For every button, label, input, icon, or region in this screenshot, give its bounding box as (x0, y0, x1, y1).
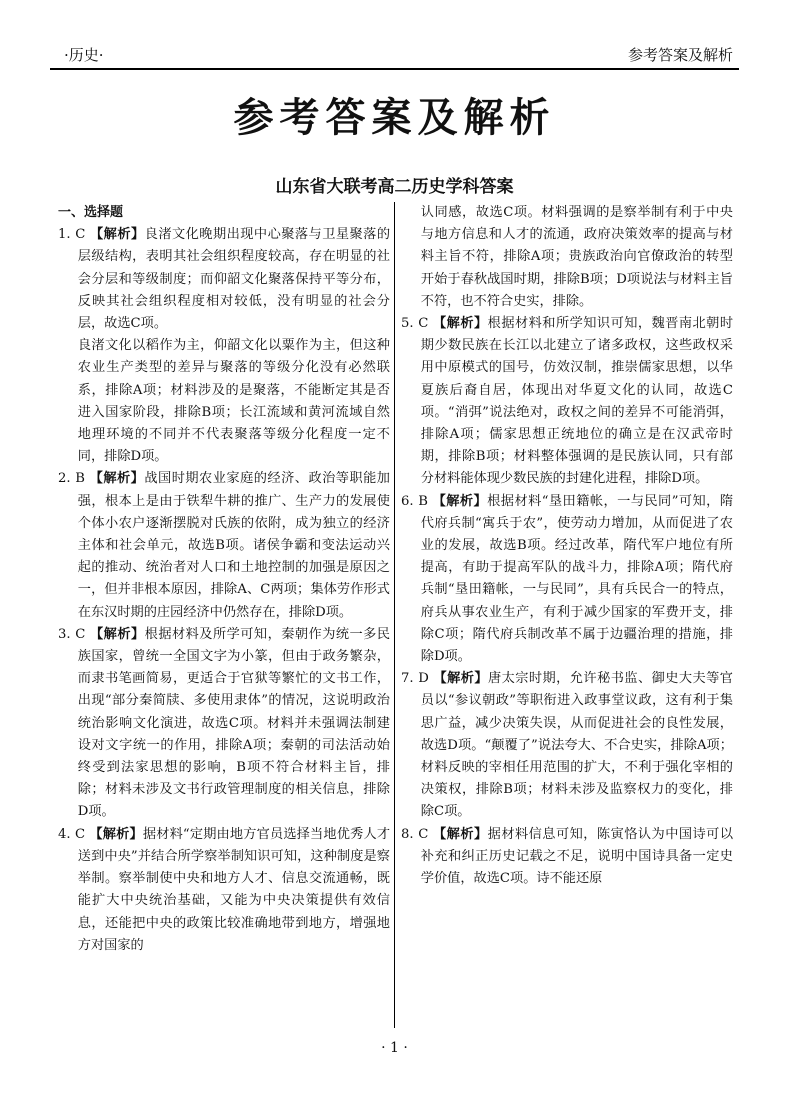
answer-number: 2. B (58, 471, 85, 487)
analysis-tag: 【解析】 (432, 493, 488, 509)
page-title: 参考答案及解析 (233, 95, 556, 141)
answer-item-5 (401, 313, 733, 491)
answer-item-4 (58, 824, 390, 957)
left-column (58, 202, 390, 1027)
analysis-tag: 【解析】 (433, 826, 488, 842)
page-subtitle: 山东省大联考高二历史学科答案 (275, 177, 514, 197)
page-header (50, 40, 739, 70)
answer-number: 3. C (58, 626, 86, 642)
answer-number: 1. C (58, 227, 86, 243)
analysis-tag: 【解析】 (433, 316, 488, 332)
answer-number: 7. D (401, 671, 429, 687)
answer-text: 战国时期农业家庭的经济、政治等职能加强，根本上是由于铁犁牛耕的推广、生产力的发展使个体小农户逐渐摆脱对氏族的依附，成为独立的经济主体和社会单元，故选B项。诸侯争霸和变法运动兴起的推动、统治者对人口和土地控制的加强是原因之一，但并非根本原因，排除A、C两项；集体劳作形式在东汉时期的庄园经济中仍然存在，排除D项。 (77, 471, 390, 620)
answer-number: 5. C (401, 316, 429, 332)
answer-item-4-continued: 认同感，故选C项。材料强调的是察举制有利于中央与地方信息和人才的流通，政府决策效率的提高与材料主旨不符，排除A项；贵族政治向官僚政治的转型开始于春秋战国时期，排除B项；D项说法与材料主旨不符，也不符合史实，排除。 (420, 205, 733, 309)
header-doc-title: 参考答案及解析 (627, 46, 733, 64)
answer-text: 根据材料和所学知识可知，魏晋南北朝时期少数民族在长江以北建立了诸多政权，这些政权采用中原模式的国号，仿效汉制，推崇儒家思想，以华夏族后裔自居，体现出对华夏文化的认同，故选C项。“消弭”说法绝对，政权之间的差异不可能消弭，排除A项；儒家思想正统地位的确立是在汉武帝时期，排除B项；材料整体强调的是民族认同，只有部分材料能体现少数民族的封建化进程，排除D项。 (420, 316, 733, 487)
answer-item-3 (58, 624, 390, 824)
answer-number: 8. C (401, 826, 429, 842)
answer-text: 据材料“定期由地方官员选择当地优秀人才送到中央”并结合所学察举制知识可知，这种制度是察举制。察举制使中央和地方人才、信息交流通畅，既能扩大中央统治基础，又能为中央决策提供有效信息，还能把中央的政策比较准确地带到地方，增强地方对国家的 (77, 826, 390, 953)
answer-item-1-continued: 良渚文化以稻作为主，仰韶文化以粟作为主，但这种农业生产类型的差异与聚落的等级分化没有必然联系，排除A项；材料涉及的是聚落，不能断定其是否进入国家阶段，排除B项；长江流域和黄河流域自然地理环境的不同并不代表聚落等级分化程度一定不同，排除D项。 (77, 338, 390, 465)
answer-text: 唐太宗时期，允许秘书监、御史大夫等官员以“参议朝政”等职衔进入政事堂议政，这有利于集思广益，减少决策失误，从而促进社会的良性发展，故选D项。“颠覆了”说法夸大、不合史实，排除A项；材料反映的宰相任用范围的扩大，不利于强化宰相的决策权，排除B项；材料未涉及监察权力的变化，排除C项。 (420, 671, 733, 820)
answer-text: 据材料信息可知，陈寅恪认为中国诗可以补充和纠正历史记载之不足，说明中国诗具备一定史学价值，故选C项。诗不能还原 (420, 826, 733, 887)
column-divider (394, 202, 395, 1028)
analysis-tag: 【解析】 (90, 227, 145, 243)
analysis-tag: 【解析】 (89, 471, 145, 487)
answer-number: 4. C (58, 826, 86, 842)
answer-item-1 (58, 224, 390, 335)
answer-text: 根据材料“垦田籍帐，一与民同”可知，隋代府兵制“寓兵于农”，使劳动力增加，从而促进了农业的发展，故选B项。经过改革，隋代军户地位有所提高，有助于提高军队的战斗力，排除A项；隋代府兵制“垦田籍帐，一与民同”，具有兵民合一的特点，府兵从事农业生产，有利于减少国家的军费开支，排除C项；隋代府兵制改革不属于边疆治理的措施，排除D项。 (420, 493, 733, 665)
answer-number: 6. B (401, 493, 428, 509)
analysis-tag: 【解析】 (433, 671, 488, 687)
right-column (401, 202, 733, 1027)
answer-item-6 (401, 491, 733, 669)
answer-item-2 (58, 468, 390, 623)
analysis-tag: 【解析】 (90, 626, 145, 642)
answer-item-8 (401, 824, 733, 891)
answer-item-7 (401, 668, 733, 823)
section-heading: 一、选择题 (58, 205, 124, 220)
analysis-tag: 【解析】 (89, 826, 143, 842)
page-number: · 1 · (381, 1040, 408, 1056)
subject-label: ·历史· (64, 46, 104, 64)
answer-text: 根据材料及所学可知，秦朝作为统一多民族国家，曾统一全国文字为小篆，但由于政务繁杂，而隶书笔画简易，更适合于官狱等繁忙的文书工作，出现“部分秦简牍、多使用隶体”的情况，这说明政治统治影响文化演进，故选C项。材料并未强调法制建设对文字统一的作用，排除A项；秦朝的司法活动始终受到法家思想的影响，B项不符合材料主旨，排除；材料未涉及文书行政管理制度的相关信息，排除D项。 (77, 626, 390, 820)
answer-text: 良渚文化晚期出现中心聚落与卫星聚落的层级结构，表明其社会组织程度较高，存在明显的社会分层和等级制度；而仰韶文化聚落保持平等分布，反映其社会组织程度相对较低，没有明显的社会分层，故选C项。 (77, 227, 390, 332)
